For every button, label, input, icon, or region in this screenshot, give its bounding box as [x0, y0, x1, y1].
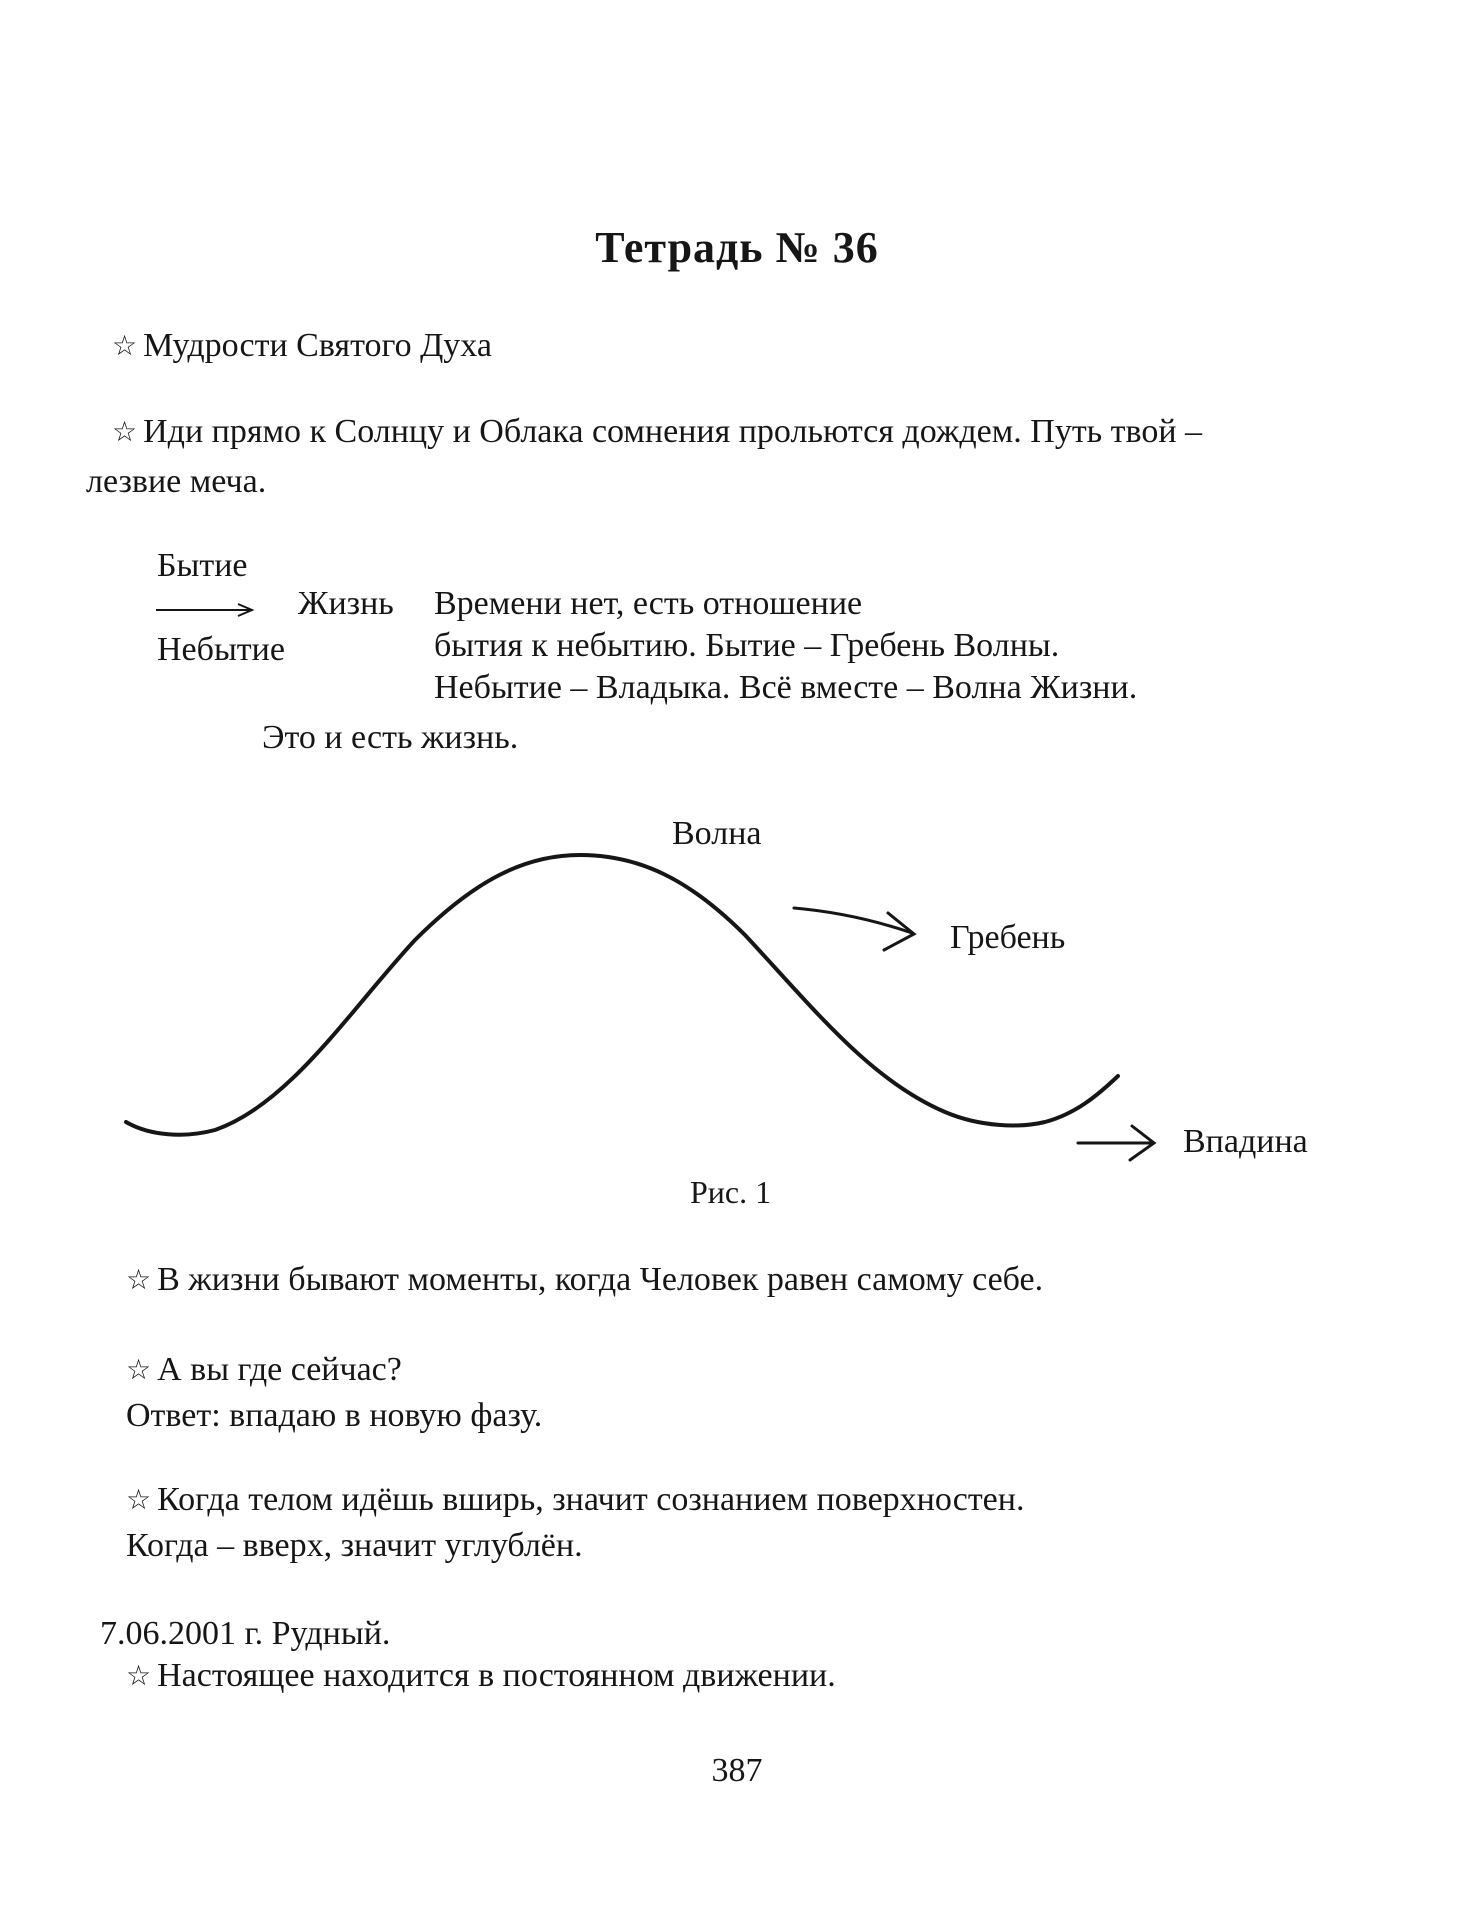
label-wave: Волна — [672, 815, 762, 852]
label-crest: Гребень — [950, 919, 1066, 956]
paragraph-text: Мудрости Святого Духа — [143, 327, 492, 364]
star-bullet-icon: ☆ — [126, 1485, 152, 1516]
scheme-being: Бытие — [157, 547, 248, 584]
paragraph-answer: Ответ: впадаю в новую фазу. — [126, 1397, 543, 1434]
scheme-text-line2: бытия к небытию. Бытие – Гребень Волны. — [434, 627, 1060, 664]
scheme-text-line1: Времени нет, есть отношение — [434, 585, 863, 622]
star-bullet-icon: ☆ — [112, 331, 138, 362]
paragraph-moments — [126, 1260, 1043, 1302]
label-trough: Впадина — [1183, 1123, 1308, 1160]
crest-arrow-icon — [794, 908, 914, 950]
scheme-arrow-icon — [156, 604, 252, 616]
scheme-text-line3: Небытие – Владыка. Всё вместе – Волна Жизни. — [434, 669, 1138, 706]
paragraph-body-line2: Когда – вверх, значит углублён. — [126, 1527, 583, 1564]
paragraph-text: А вы где сейчас? — [157, 1351, 402, 1388]
paragraph-present — [126, 1656, 836, 1698]
page-number: 387 — [711, 1752, 763, 1789]
star-bullet-icon: ☆ — [112, 417, 138, 448]
paragraph-sun-line2: лезвие меча. — [86, 463, 267, 500]
paragraph-body-line1 — [126, 1480, 1024, 1522]
paragraph-question — [126, 1350, 402, 1392]
paragraph-text: Настоящее находится в постоянном движении. — [157, 1657, 836, 1694]
paragraph-text: В жизни бывают моменты, когда Человек равен самому себе. — [157, 1261, 1044, 1298]
scheme-conclusion: Это и есть жизнь. — [262, 719, 519, 756]
date-location-line: 7.06.2001 г. Рудный. — [100, 1615, 391, 1652]
star-bullet-icon: ☆ — [126, 1355, 152, 1386]
trough-arrow-icon — [1078, 1126, 1154, 1160]
figure-caption: Рис. 1 — [690, 1174, 772, 1210]
paragraph-wisdom-heading — [112, 326, 492, 368]
wave-curve — [126, 855, 1118, 1135]
scheme-life: Жизнь — [298, 585, 394, 622]
star-bullet-icon: ☆ — [126, 1661, 152, 1692]
star-bullet-icon: ☆ — [126, 1265, 152, 1296]
scheme-nonbeing: Небытие — [157, 631, 285, 668]
page-title: Тетрадь № 36 — [595, 223, 879, 272]
paragraph-text: Иди прямо к Солнцу и Облака сомнения прольются дождем. Путь твой – — [143, 413, 1203, 450]
paragraph-text: Когда телом идёшь вширь, значит сознанием поверхностен. — [157, 1481, 1025, 1518]
paragraph-sun-line1 — [112, 412, 1202, 454]
